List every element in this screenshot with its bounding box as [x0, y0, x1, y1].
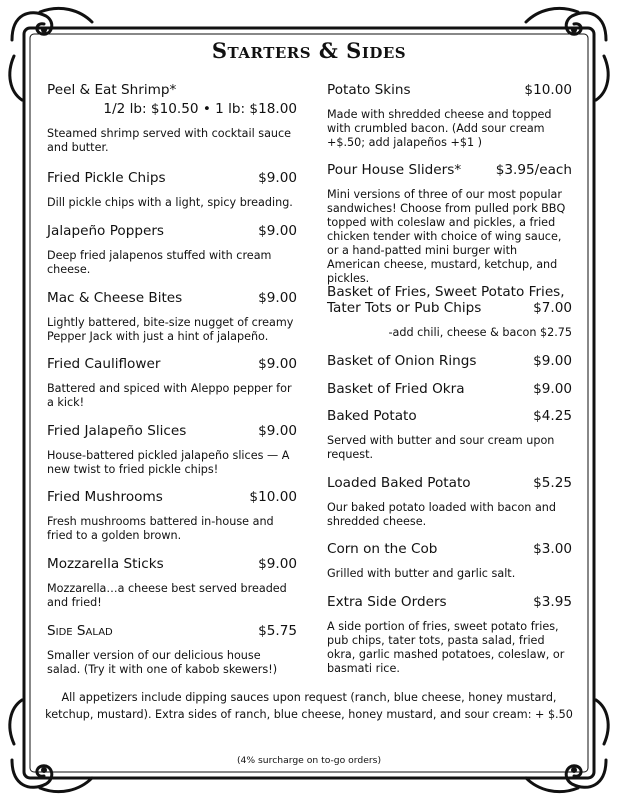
item-description: Smaller version of our delicious house salad. (Try it with one of kabob skewers!) — [47, 649, 278, 676]
item-name-line2: Tater Tots or Pub Chips — [327, 300, 482, 316]
item-name: Baked Potato — [327, 408, 417, 424]
menu-item — [327, 284, 572, 339]
item-name: Jalapeño Poppers — [47, 223, 165, 239]
item-price: $5.75 — [258, 623, 297, 639]
menu-item — [327, 353, 572, 369]
item-price: $9.00 — [533, 353, 572, 369]
item-name: Fried Mushrooms — [47, 489, 163, 505]
menu-item — [327, 162, 572, 286]
item-price-options: 1/2 lb: $10.50 • 1 lb: $18.00 — [103, 101, 297, 117]
item-name: Basket of Fried Okra — [327, 381, 465, 397]
item-price: $9.00 — [533, 381, 572, 397]
item-name: Mac & Cheese Bites — [47, 290, 183, 306]
menu-item — [47, 356, 297, 410]
item-name: Peel & Eat Shrimp* — [47, 82, 177, 98]
item-description: House-battered pickled jalapeño slices — A new twist to fried pickle chips! — [47, 449, 290, 476]
menu-item — [47, 82, 297, 155]
item-description: Made with shredded cheese and topped with crumbled bacon. (Add sour cream +$.50; add jalapeños +$1 ) — [327, 108, 552, 149]
item-name: Fried Jalapeño Slices — [47, 423, 187, 439]
item-description: Served with butter and sour cream upon request. — [327, 434, 555, 461]
menu-item — [327, 381, 572, 397]
item-description: Fresh mushrooms battered in-house and fried to a golden brown. — [47, 515, 274, 542]
item-description: Grilled with butter and garlic salt. — [327, 567, 516, 580]
item-description: Mozzarella…a cheese best served breaded and fried! — [47, 582, 287, 609]
item-price: $9.00 — [258, 290, 297, 306]
menu-item — [47, 623, 297, 677]
item-price: $9.00 — [258, 356, 297, 372]
menu-item — [327, 82, 572, 150]
item-description: Battered and spiced with Aleppo pepper for a kick! — [47, 382, 292, 409]
item-addon: -add chili, cheese & bacon $2.75 — [388, 326, 572, 339]
item-price: $3.95 — [533, 594, 572, 610]
item-name: Fried Pickle Chips — [47, 170, 166, 186]
item-name: Basket of Fries, Sweet Potato Fries, — [327, 284, 565, 300]
item-description: A side portion of fries, sweet potato fries, pub chips, tater tots, pasta salad, fried okra, garlic mashed potatoes, coleslaw, or basmati rice. — [327, 620, 565, 675]
item-description: Steamed shrimp served with cocktail sauce and butter. — [47, 127, 292, 154]
menu-item — [47, 223, 297, 277]
item-name: Pour House Sliders* — [327, 162, 462, 178]
page-title: Starters & Sides — [211, 38, 407, 63]
surcharge-note: (4% surcharge on to-go orders) — [236, 755, 382, 766]
item-description: Dill pickle chips with a light, spicy breading. — [47, 196, 293, 209]
menu-item — [327, 594, 572, 676]
menu-item — [47, 556, 297, 610]
menu-item — [47, 290, 297, 344]
item-name: Basket of Onion Rings — [327, 353, 477, 369]
item-price: $3.00 — [533, 541, 572, 557]
item-name: Mozzarella Sticks — [47, 556, 164, 572]
item-price: $5.25 — [533, 475, 572, 491]
menu-item — [327, 408, 572, 462]
menu-item — [47, 423, 297, 477]
menu-item — [327, 541, 572, 581]
item-name: Side Salad — [47, 623, 113, 639]
item-price: $3.95/each — [495, 162, 572, 178]
item-name: Potato Skins — [327, 82, 411, 98]
item-name: Fried Cauliflower — [47, 356, 161, 372]
item-description: Lightly battered, bite-size nugget of creamy Pepper Jack with just a hint of jalapeño. — [47, 316, 294, 343]
item-name: Extra Side Orders — [327, 594, 447, 610]
item-price: $10.00 — [524, 82, 572, 98]
item-price: $10.00 — [249, 489, 297, 505]
item-price: $9.00 — [258, 556, 297, 572]
item-price: $9.00 — [258, 223, 297, 239]
item-price: $9.00 — [258, 170, 297, 186]
menu-item — [47, 489, 297, 543]
dipping-sauce-note: All appetizers include dipping sauces upon request (ranch, blue cheese, honey mustard, ketchup, mustard). Extra sides of ranch, blue cheese, honey mustard, and sour cream: + $.50 — [45, 691, 573, 721]
item-description: Deep fried jalapenos stuffed with cream cheese. — [47, 249, 272, 276]
item-price: $9.00 — [258, 423, 297, 439]
item-description: Our baked potato loaded with bacon and shredded cheese. — [327, 501, 556, 528]
menu-item — [47, 170, 297, 210]
item-name: Corn on the Cob — [327, 541, 438, 557]
item-price: $4.25 — [533, 408, 572, 424]
menu-item — [327, 475, 572, 529]
item-price: $7.00 — [533, 300, 572, 316]
item-description: Mini versions of three of our most popular sandwiches! Choose from pulled pork BBQ topped with coleslaw and pickles, a fried chicken tender with choice of wing sauce, or a hand-patted mini burger with American cheese, mustard, ketchup, and pickles. — [327, 188, 566, 285]
item-name: Loaded Baked Potato — [327, 475, 471, 491]
